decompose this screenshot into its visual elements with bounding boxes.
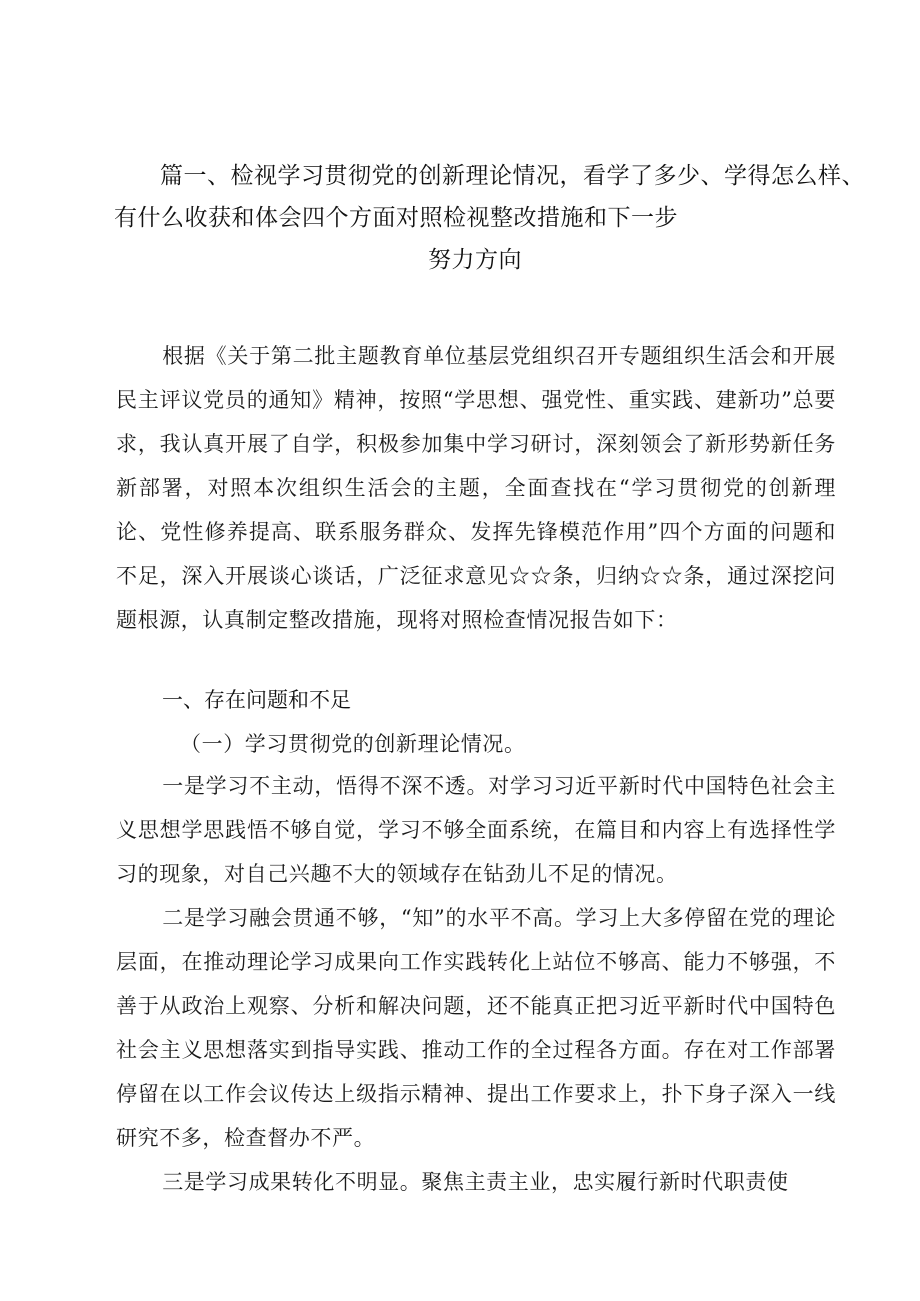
paragraph-1: 一是学习不主动，悟得不深不透。对学习习近平新时代中国特色社会主义思想学思践悟不够自觉，学习不够全面系统，在篇目和内容上有选择性学习的现象，对自己兴趣不大的领域存在钻劲儿不足的情况。 xyxy=(116,774,836,886)
intro-paragraph: 根据《关于第二批主题教育单位基层党组织召开专题组织生活会和开展民主评议党员的通知》精神，按照“学思想、强党性、重实践、建新功”总要求，我认真开展了自学，积极参加集中学习研讨，深刻领会了新形势新任务新部署，对照本次组织生活会的主题，全面查找在“学习贯彻党的创新理论、党性修养提高、联系服务群众、发挥先锋模范作用”四个方面的问题和不足，深入开展谈心谈话，广泛征求意见☆☆条，归纳☆☆条，通过深挖问题根源，认真制定整改措施，现将对照检查情况报告如下： xyxy=(116,344,836,632)
title-line-3: 努力方向 xyxy=(428,247,522,273)
title-line-1: 篇一、检视学习贯彻党的创新理论情况，看学了多少、学得怎么样、 xyxy=(160,163,865,189)
intro-block xyxy=(116,334,836,642)
subsection-heading: （一）学习贯彻党的创新理论情况。 xyxy=(180,732,526,756)
paragraph-3: 三是学习成果转化不明显。聚焦主责主业，忠实履行新时代职责使 xyxy=(162,1170,789,1194)
document-title xyxy=(110,155,865,281)
paragraph-2: 二是学习融会贯通不够，“知”的水平不高。学习上大多停留在党的理论层面，在推动理论学习成果向工作实践转化上站位不够高、能力不够强，不善于从政治上观察、分析和解决问题，还不能真正把习近平新时代中国特色社会主义思想落实到指导实践、推动工作的全过程各方面。存在对工作部署停留在以工作会议传达上级指示精神、提出工作要求上，扑下身子深入一线研究不多，检查督办不严。 xyxy=(116,906,836,1150)
section-heading: 一、存在问题和不足 xyxy=(162,688,351,712)
title-line-2: 有什么收获和体会四个方面对照检视整改措施和下一步 xyxy=(114,205,678,231)
section-body xyxy=(116,764,836,1204)
